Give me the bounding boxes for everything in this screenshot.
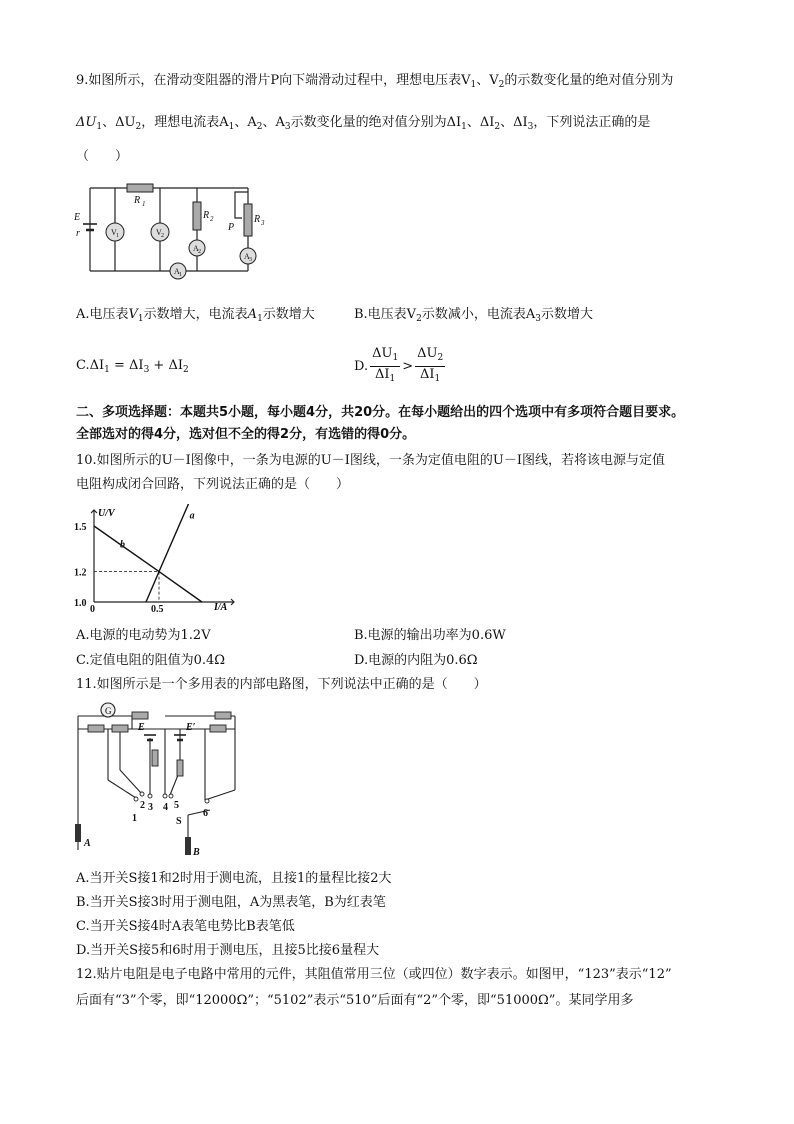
svg-text:R: R: [254, 214, 261, 225]
series-line-a: [146, 504, 195, 602]
svg-text:R: R: [134, 195, 141, 206]
galvanometer-symbol: G: [105, 706, 112, 716]
x-axis-label: I/A: [214, 602, 228, 613]
svg-text:A: A: [174, 267, 180, 276]
pen-a: [75, 824, 81, 842]
svg-text:3: 3: [261, 219, 265, 227]
series-label-a: a: [189, 510, 195, 522]
y-tick-label: 1.2: [74, 567, 87, 579]
r2-resistor: [193, 202, 201, 230]
q10-stem-line1: 10.如图所示的U－I图像中，一条为电源的U－I图线，一条为定值电阻的U－I图线，若将该电源与定值: [76, 453, 665, 468]
series-label-b: b: [120, 539, 125, 551]
r3-resistor: [244, 204, 252, 236]
svg-text:E: E: [138, 722, 145, 733]
svg-text:P: P: [228, 222, 235, 233]
svg-text:V: V: [111, 228, 117, 237]
svg-text:A: A: [244, 252, 250, 261]
q12-stem-line2: 后面有“3”个零，即“12000Ω”；“5102”表示“510”后面有“2”个零，即“51000Ω”。某同学用多: [76, 993, 634, 1008]
svg-text:3: 3: [249, 257, 252, 263]
q11-option-a[interactable]: A.当开关S接1和2时用于测电流，且接1的量程比接2大: [76, 871, 392, 886]
svg-text:B: B: [193, 847, 200, 858]
q9-option-d-fraction-right: $\frac{\Delta U_2}{\Delta I_1}$: [417, 346, 444, 384]
svg-text:S: S: [176, 816, 182, 827]
svg-text:r: r: [76, 228, 80, 239]
x-tick-label: 0: [90, 604, 95, 614]
q11-option-c[interactable]: C.当开关S接4时A表笔电势比B表笔低: [76, 919, 295, 934]
svg-text:A: A: [193, 244, 199, 253]
svg-text:A: A: [84, 838, 91, 849]
svg-text:2: 2: [210, 215, 214, 223]
svg-text:2: 2: [198, 249, 201, 255]
q9-option-c[interactable]: $C.\Delta I_1 = \Delta I_3 + \Delta I_2$: [76, 358, 189, 375]
q11-option-b[interactable]: B.当开关S接3时用于测电阻，A为黑表笔，B为红表笔: [76, 895, 386, 910]
svg-text:1: 1: [179, 272, 182, 278]
q9-answer-paren: （ ）: [76, 149, 129, 164]
svg-text:V: V: [156, 228, 162, 237]
svg-text:6: 6: [203, 808, 208, 819]
q9-option-b[interactable]: B.电压表$V_2$示数减小，电流表$A_3$示数增大: [354, 307, 593, 324]
y-tick-label: 1.0: [74, 598, 87, 609]
q9-circuit-figure: [70, 178, 270, 283]
q10-stem-line2: 电阻构成闭合回路，下列说法正确的是（ ）: [76, 477, 350, 492]
svg-text:R: R: [203, 210, 210, 221]
q10-ui-chart: [72, 504, 242, 614]
q10-option-a[interactable]: A.电源的电动势为1.2V: [76, 628, 211, 643]
r1-resistor: [127, 184, 153, 192]
svg-text:4: 4: [163, 802, 168, 813]
svg-text:2: 2: [140, 800, 145, 811]
pen-b: [185, 837, 191, 855]
svg-text:2: 2: [161, 233, 164, 239]
section2-heading-line1: 二、多项选择题：本题共5小题，每小题4分，共20分。在每小题给出的四个选项中有多项符合题目要求。: [76, 405, 685, 420]
svg-text:1: 1: [116, 233, 119, 239]
y-axis-label: U/V: [98, 508, 115, 519]
q9-stem-line1: 9.如图所示，在滑动变阻器的滑片P向下端滑动过程中，理想电压表$V_1$、$V_2$的示数变化量的绝对值分别为: [76, 73, 674, 90]
q10-option-c[interactable]: C.定值电阻的阻值为0.4Ω: [76, 653, 226, 668]
series-line-b: [94, 526, 202, 602]
svg-text:E: E: [74, 212, 81, 223]
svg-text:E′: E′: [186, 722, 196, 733]
section2-heading-line2: 全部选对的得4分，选对但不全的得2分，有选错的得0分。: [76, 427, 416, 442]
y-tick-label: 1.5: [74, 522, 87, 533]
q9-option-a[interactable]: A.电压表$V_1$示数增大，电流表$A_1$示数增大: [76, 307, 315, 324]
svg-text:1: 1: [132, 813, 137, 824]
q10-option-b[interactable]: B.电源的输出功率为0.6W: [354, 628, 506, 643]
x-tick-label: 0.5: [151, 604, 164, 614]
q11-option-d[interactable]: D.当开关S接5和6时用于测电压，且接5比接6量程大: [76, 943, 380, 958]
q9-option-d[interactable]: D. $\frac{\Delta U_1}{\Delta I_1}$ > $\frac{\Delta U_2}{\Delta I_1}$: [354, 346, 447, 387]
q12-stem-line1: 12.贴片电阻是电子电路中常用的元件，其阻值常用三位（或四位）数字表示。如图甲，“123”表示“12”: [76, 967, 672, 982]
svg-text:1: 1: [142, 200, 146, 208]
q9-option-d-fraction-left: $\frac{\Delta U_1}{\Delta I_1}$: [372, 346, 399, 384]
q9-stem-line2: $\Delta U_1$、$\Delta U_2$，理想电流表$A_1$、$A_2$、$A_3$示数变化量的绝对值分别为$\Delta I_1$、$\Delta I_2$、$\Delta I_3$，下列说法正确的是: [76, 115, 651, 132]
svg-text:3: 3: [148, 802, 153, 813]
q11-stem: 11.如图所示是一个多用表的内部电路图，下列说法中正确的是（ ）: [76, 677, 487, 692]
q10-option-d[interactable]: D.电源的内阻为0.6Ω: [354, 653, 478, 668]
q11-multimeter-circuit: [70, 700, 245, 860]
svg-text:5: 5: [174, 800, 179, 811]
